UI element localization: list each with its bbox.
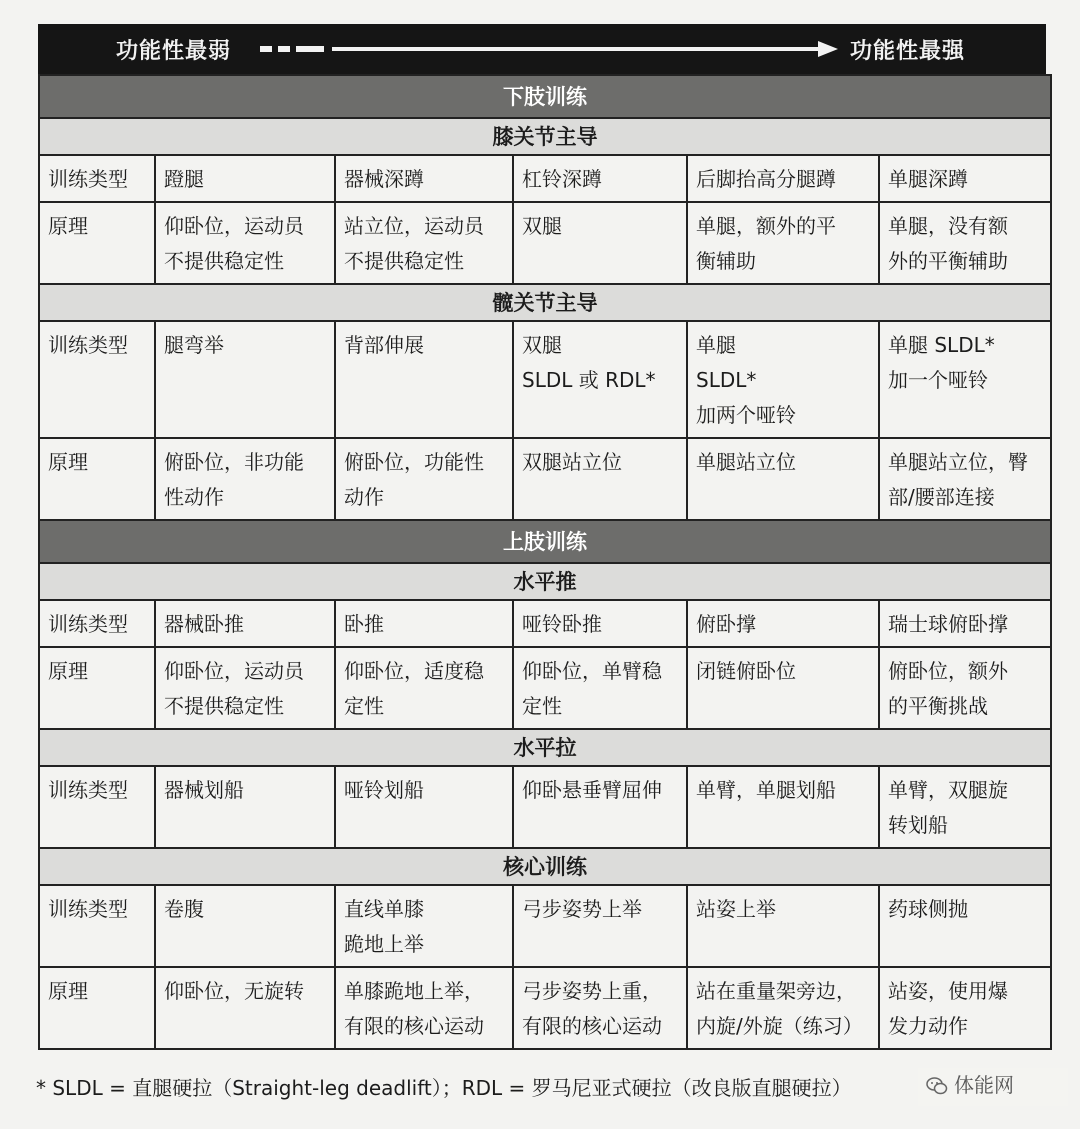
row-label: 训练类型	[39, 885, 155, 967]
table-cell: 单腿站立位，臀 部/腰部连接	[879, 438, 1051, 520]
subsection-header-row	[39, 848, 1051, 885]
table-cell: 药球侧抛	[879, 885, 1051, 967]
table-cell: 仰卧位，适度稳 定性	[335, 647, 513, 729]
table-cell: 哑铃卧推	[513, 600, 687, 647]
table-cell: 器械深蹲	[335, 155, 513, 202]
table-cell: 单膝跪地上举， 有限的核心运动	[335, 967, 513, 1049]
table-cell: 单臂，双腿旋 转划船	[879, 766, 1051, 848]
weakest-label: 功能性最弱	[116, 39, 232, 64]
table-cell: 仰卧位，运动员 不提供稳定性	[155, 202, 335, 284]
subsection-title: 核心训练	[39, 848, 1051, 885]
table-row	[39, 885, 1051, 967]
table-cell: 直线单膝 跪地上举	[335, 885, 513, 967]
table-row	[39, 967, 1051, 1049]
subsection-title: 膝关节主导	[39, 118, 1051, 155]
section-header-row	[39, 75, 1051, 118]
table-row	[39, 321, 1051, 438]
row-label: 原理	[39, 438, 155, 520]
table-cell: 单腿深蹲	[879, 155, 1051, 202]
table-cell: 双腿站立位	[513, 438, 687, 520]
table-cell: 仰卧位，无旋转	[155, 967, 335, 1049]
section-title: 上肢训练	[39, 520, 1051, 563]
table-cell: 仰卧位，单臂稳 定性	[513, 647, 687, 729]
table-cell: 站姿上举	[687, 885, 879, 967]
section-header-row	[39, 520, 1051, 563]
table-row	[39, 600, 1051, 647]
table-cell: 站在重量架旁边， 内旋/外旋（练习）	[687, 967, 879, 1049]
table-cell: 站姿，使用爆 发力动作	[879, 967, 1051, 1049]
wechat-icon	[926, 1075, 948, 1097]
table-cell: 俯卧撑	[687, 600, 879, 647]
watermark-text: 体能网	[954, 1073, 1014, 1097]
row-label: 原理	[39, 967, 155, 1049]
table-cell: 器械卧推	[155, 600, 335, 647]
subsection-title: 水平拉	[39, 729, 1051, 766]
table-cell: 俯卧位，额外 的平衡挑战	[879, 647, 1051, 729]
table-cell: 单腿 SLDL* 加一个哑铃	[879, 321, 1051, 438]
table-cell: 单腿站立位	[687, 438, 879, 520]
table-cell: 卧推	[335, 600, 513, 647]
row-label: 训练类型	[39, 766, 155, 848]
table-cell: 站立位，运动员 不提供稳定性	[335, 202, 513, 284]
table-cell: 腿弯举	[155, 321, 335, 438]
subsection-title: 髋关节主导	[39, 284, 1051, 321]
subsection-header-row	[39, 118, 1051, 155]
subsection-title: 水平推	[39, 563, 1051, 600]
row-label: 训练类型	[39, 155, 155, 202]
subsection-header-row	[39, 563, 1051, 600]
table-cell: 杠铃深蹲	[513, 155, 687, 202]
table-cell: 背部伸展	[335, 321, 513, 438]
table-cell: 蹬腿	[155, 155, 335, 202]
table-row	[39, 202, 1051, 284]
table-cell: 仰卧悬垂臂屈伸	[513, 766, 687, 848]
table-cell: 弓步姿势上举	[513, 885, 687, 967]
table-cell: 卷腹	[155, 885, 335, 967]
table-cell: 后脚抬高分腿蹲	[687, 155, 879, 202]
functionality-header	[38, 24, 1046, 74]
table-row	[39, 155, 1051, 202]
table-cell: 器械划船	[155, 766, 335, 848]
row-label: 原理	[39, 647, 155, 729]
table-cell: 俯卧位，功能性 动作	[335, 438, 513, 520]
table-cell: 单臂，单腿划船	[687, 766, 879, 848]
table-row	[39, 647, 1051, 729]
table-cell: 弓步姿势上重， 有限的核心运动	[513, 967, 687, 1049]
row-label: 原理	[39, 202, 155, 284]
row-label: 训练类型	[39, 321, 155, 438]
subsection-header-row	[39, 729, 1051, 766]
table-cell: 双腿	[513, 202, 687, 284]
arrow-right-icon	[260, 40, 840, 58]
table-row	[39, 438, 1051, 520]
table-cell: 单腿，没有额 外的平衡辅助	[879, 202, 1051, 284]
table-row	[39, 766, 1051, 848]
table-cell: 闭链俯卧位	[687, 647, 879, 729]
footnote: * SLDL = 直腿硬拉（Straight-leg deadlift）；RDL = 罗马尼亚式硬拉（改良版直腿硬拉）	[36, 1076, 852, 1100]
watermark	[918, 1068, 1068, 1106]
table-cell: 瑞士球俯卧撑	[879, 600, 1051, 647]
table-cell: 双腿 SLDL 或 RDL*	[513, 321, 687, 438]
table-cell: 哑铃划船	[335, 766, 513, 848]
strongest-label: 功能性最强	[850, 39, 966, 64]
table-cell: 俯卧位，非功能 性动作	[155, 438, 335, 520]
section-title: 下肢训练	[39, 75, 1051, 118]
row-label: 训练类型	[39, 600, 155, 647]
subsection-header-row	[39, 284, 1051, 321]
table-cell: 单腿 SLDL* 加两个哑铃	[687, 321, 879, 438]
table-cell: 仰卧位，运动员 不提供稳定性	[155, 647, 335, 729]
training-table	[38, 74, 1052, 1050]
table-cell: 单腿，额外的平 衡辅助	[687, 202, 879, 284]
